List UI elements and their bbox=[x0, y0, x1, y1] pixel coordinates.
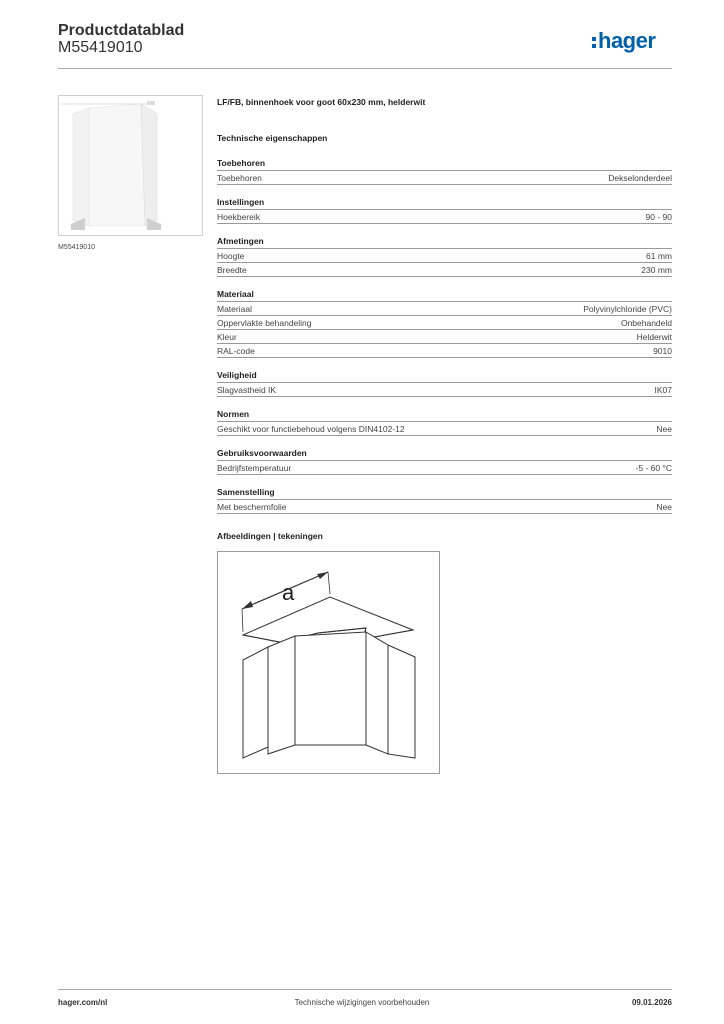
hager-logo bbox=[592, 29, 674, 55]
spec-value: 61 mm bbox=[646, 251, 672, 261]
spec-row bbox=[217, 461, 672, 475]
spec-group-materiaal bbox=[217, 288, 672, 358]
spec-row bbox=[217, 302, 672, 316]
spec-row bbox=[217, 210, 672, 224]
spec-label: Slagvastheid IK bbox=[217, 385, 277, 395]
drawings-heading: Afbeeldingen | tekeningen bbox=[217, 531, 323, 541]
spec-group-title: Normen bbox=[217, 408, 672, 422]
spec-label: Oppervlakte behandeling bbox=[217, 318, 312, 328]
document-title: Productdatablad bbox=[58, 22, 185, 39]
spec-value: IK07 bbox=[654, 385, 672, 395]
technical-drawing bbox=[217, 551, 440, 774]
spec-value: Dekselonderdeel bbox=[608, 173, 672, 183]
footer-notice: Technische wijzigingen voorbehouden bbox=[294, 998, 430, 1007]
spec-group-veiligheid bbox=[217, 369, 672, 397]
header-divider bbox=[58, 68, 672, 69]
spec-value: Nee bbox=[656, 502, 672, 512]
footer-date: 09.01.2026 bbox=[631, 998, 672, 1007]
spec-row bbox=[217, 171, 672, 185]
spec-label: Hoogte bbox=[217, 251, 245, 261]
spec-row bbox=[217, 344, 672, 358]
spec-label: Toebehoren bbox=[217, 173, 262, 183]
spec-label: Bedrijfstemperatuur bbox=[217, 463, 292, 473]
spec-value: -5 - 60 °C bbox=[635, 463, 672, 473]
spec-group-normen bbox=[217, 408, 672, 436]
spec-group-afmetingen bbox=[217, 235, 672, 277]
spec-label: Kleur bbox=[217, 332, 237, 342]
spec-value: 9010 bbox=[653, 346, 672, 356]
spec-label: Geschikt voor functiebehoud volgens DIN4102-12 bbox=[217, 424, 405, 434]
spec-label: RAL-code bbox=[217, 346, 255, 356]
technical-properties-heading: Technische eigenschappen bbox=[217, 133, 328, 143]
spec-label: Breedte bbox=[217, 265, 247, 275]
spec-group-instellingen bbox=[217, 196, 672, 224]
spec-group-title: Samenstelling bbox=[217, 486, 672, 500]
spec-value: Polyvinylchloride (PVC) bbox=[583, 304, 672, 314]
spec-row bbox=[217, 263, 672, 277]
spec-row bbox=[217, 422, 672, 436]
spec-group-title: Instellingen bbox=[217, 196, 672, 210]
spec-row bbox=[217, 249, 672, 263]
spec-group-gebruiksvoorwaarden bbox=[217, 447, 672, 475]
spec-value: Onbehandeld bbox=[620, 318, 672, 328]
product-code: M55419010 bbox=[58, 39, 143, 56]
website-link[interactable]: hager.com/nl bbox=[58, 998, 108, 1007]
footer-divider bbox=[58, 989, 672, 990]
svg-text:hager: hager bbox=[598, 29, 656, 53]
spec-row bbox=[217, 383, 672, 397]
spec-group-title: Afmetingen bbox=[217, 235, 672, 249]
spec-group-title: Veiligheid bbox=[217, 369, 672, 383]
spec-group-title: Materiaal bbox=[217, 288, 672, 302]
spec-row bbox=[217, 500, 672, 514]
spec-group-title: Gebruiksvoorwaarden bbox=[217, 447, 672, 461]
product-description: LF/FB, binnenhoek voor goot 60x230 mm, helderwit bbox=[217, 97, 426, 107]
spec-value: 230 mm bbox=[641, 265, 672, 275]
product-image bbox=[58, 95, 203, 236]
specifications bbox=[217, 97, 672, 525]
spec-group-samenstelling bbox=[217, 486, 672, 514]
spec-label: Materiaal bbox=[217, 304, 252, 314]
spec-row bbox=[217, 316, 672, 330]
spec-group-toebehoren bbox=[217, 157, 672, 185]
spec-value: 90 - 90 bbox=[645, 212, 672, 222]
product-image-caption: M55419010 bbox=[58, 244, 95, 251]
spec-value: Nee bbox=[656, 424, 672, 434]
spec-label: Hoekbereik bbox=[217, 212, 260, 222]
spec-group-title: Toebehoren bbox=[217, 157, 672, 171]
spec-row bbox=[217, 330, 672, 344]
spec-value: Helderwit bbox=[636, 332, 672, 342]
dimension-label: a bbox=[282, 580, 295, 605]
spec-label: Met beschermfolie bbox=[217, 502, 287, 512]
